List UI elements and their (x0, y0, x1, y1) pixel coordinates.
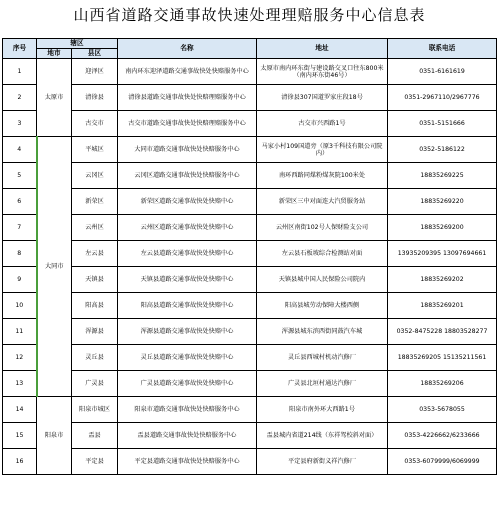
cell-name: 浑源县道路交通事故快处快赔中心 (118, 319, 257, 345)
cell-address: 盂县城内省道214线（东祥驾校斜对面） (257, 423, 388, 449)
cell-name: 盂县道路交通事故快处快赔服务中心 (118, 423, 257, 449)
cell-seq: 12 (3, 345, 37, 371)
cell-county: 阳泉市城区 (72, 397, 118, 423)
header-seq: 序号 (3, 39, 37, 59)
table-row (3, 449, 497, 475)
table-row (3, 189, 497, 215)
document-title: 山西省道路交通事故快速处理理赔服务中心信息表 (73, 6, 426, 24)
cell-address: 云州区南街102号人保财险支公司 (257, 215, 388, 241)
cell-county: 云冈区 (72, 163, 118, 189)
cell-name: 南内环东迎泽道路交通事故快处快赔服务中心 (118, 59, 257, 85)
table-row (3, 293, 497, 319)
cell-county: 古交市 (72, 111, 118, 137)
cell-phone: 18835269201 (388, 293, 497, 319)
cell-name: 云州区道路交通事故快处快赔中心 (118, 215, 257, 241)
cell-seq: 2 (3, 85, 37, 111)
cell-seq: 11 (3, 319, 37, 345)
cell-address: 太原市南内环东街与建设路交叉口往东800米（南内环东街46号） (257, 59, 388, 85)
table-row (3, 163, 497, 189)
cell-county: 平城区 (72, 137, 118, 163)
cell-name: 云冈区道路交通事故快处快赔服务中心 (118, 163, 257, 189)
cell-address: 平定县府新街义祥汽修厂 (257, 449, 388, 475)
cell-address: 清徐县307国道罗家庄段18号 (257, 85, 388, 111)
cell-city: 大同市 (37, 137, 72, 397)
table-header-row (3, 39, 497, 49)
cell-address: 灵丘县西城村机动汽修厂 (257, 345, 388, 371)
cell-county: 天镇县 (72, 267, 118, 293)
cell-name: 大同市道路交通事故快处快赔服务中心 (118, 137, 257, 163)
cell-city: 太原市 (37, 59, 72, 137)
header-name: 名称 (118, 39, 257, 59)
table-row (3, 371, 497, 397)
cell-phone: 18835269206 (388, 371, 497, 397)
cell-county: 阳高县 (72, 293, 118, 319)
cell-seq: 1 (3, 59, 37, 85)
cell-phone: 18835269202 (388, 267, 497, 293)
cell-seq: 13 (3, 371, 37, 397)
cell-phone: 0353-4226662/6233666 (388, 423, 497, 449)
cell-name: 新荣区道路交通事故快处快赔中心 (118, 189, 257, 215)
cell-seq: 5 (3, 163, 37, 189)
header-city: 地市 (37, 49, 72, 59)
table-row (3, 85, 497, 111)
cell-address: 古交市兴西路1号 (257, 111, 388, 137)
table-row (3, 137, 497, 163)
table-row (3, 267, 497, 293)
cell-county: 广灵县 (72, 371, 118, 397)
cell-phone: 18835269205 15135211561 (388, 345, 497, 371)
cell-seq: 6 (3, 189, 37, 215)
cell-address: 浑源县城东滨西街同鼓汽车城 (257, 319, 388, 345)
cell-seq: 3 (3, 111, 37, 137)
cell-phone: 18835269220 (388, 189, 497, 215)
cell-phone: 0353-6079999/6069999 (388, 449, 497, 475)
cell-seq: 16 (3, 449, 37, 475)
table-row (3, 423, 497, 449)
cell-phone: 0353-5678055 (388, 397, 497, 423)
cell-county: 迎泽区 (72, 59, 118, 85)
cell-county: 左云县 (72, 241, 118, 267)
cell-phone: 0352-8475228 18803528277 (388, 319, 497, 345)
cell-name: 古交市道路交通事故快处快赔理赔服务中心 (118, 111, 257, 137)
table-row (3, 345, 497, 371)
cell-phone: 0351-2967110/2967776 (388, 85, 497, 111)
cell-seq: 15 (3, 423, 37, 449)
cell-county: 新荣区 (72, 189, 118, 215)
cell-address: 左云县石板坡综合检测站对面 (257, 241, 388, 267)
cell-phone: 0352-5186122 (388, 137, 497, 163)
table-row (3, 59, 497, 85)
header-phone: 联系电话 (388, 39, 497, 59)
cell-seq: 4 (3, 137, 37, 163)
cell-name: 天镇县道路交通事故快处快赔中心 (118, 267, 257, 293)
table-row (3, 111, 497, 137)
cell-address: 马家小村109国道旁（原3千科技有限公司院内） (257, 137, 388, 163)
cell-county: 灵丘县 (72, 345, 118, 371)
cell-seq: 8 (3, 241, 37, 267)
cell-seq: 7 (3, 215, 37, 241)
cell-county: 清徐县 (72, 85, 118, 111)
cell-county: 盂县 (72, 423, 118, 449)
table-row (3, 319, 497, 345)
cell-name: 左云县道路交通事故快处快赔中心 (118, 241, 257, 267)
cell-phone: 18835269225 (388, 163, 497, 189)
header-district: 辖区 (37, 39, 118, 49)
cell-county: 平定县 (72, 449, 118, 475)
cell-phone: 13935209395 13097694661 (388, 241, 497, 267)
cell-address: 南环西路同煤粉煤灰院100米处 (257, 163, 388, 189)
cell-address: 阳高县城劳动保障大楼西侧 (257, 293, 388, 319)
cell-city: 阳泉市 (37, 397, 72, 475)
cell-county: 浑源县 (72, 319, 118, 345)
cell-seq: 14 (3, 397, 37, 423)
cell-phone: 0351-5151666 (388, 111, 497, 137)
table-row (3, 215, 497, 241)
table-row (3, 397, 497, 423)
cell-name: 广灵县道路交通事故快处快赔中心 (118, 371, 257, 397)
cell-seq: 9 (3, 267, 37, 293)
cell-seq: 10 (3, 293, 37, 319)
cell-address: 天镇县城中国人民保险公司院内 (257, 267, 388, 293)
table-row (3, 241, 497, 267)
cell-name: 阳泉市道路交通事故快处快赔服务中心 (118, 397, 257, 423)
cell-name: 平定县道路交通事故快处快赔服务中心 (118, 449, 257, 475)
cell-phone: 18835269200 (388, 215, 497, 241)
cell-county: 云州区 (72, 215, 118, 241)
header-county: 县区 (72, 49, 118, 59)
cell-name: 阳高县道路交通事故快处快赔中心 (118, 293, 257, 319)
info-table (2, 38, 497, 475)
cell-phone: 0351-6161619 (388, 59, 497, 85)
cell-address: 阳泉市南外环大西路1号 (257, 397, 388, 423)
cell-address: 广灵县北垣村通达汽修厂 (257, 371, 388, 397)
cell-name: 灵丘县道路交通事故快处快赔中心 (118, 345, 257, 371)
cell-address: 新荣区三中对面连大汽贸服务站 (257, 189, 388, 215)
header-address: 地址 (257, 39, 388, 59)
cell-name: 清徐县道路交通事故快处快赔理赔服务中心 (118, 85, 257, 111)
